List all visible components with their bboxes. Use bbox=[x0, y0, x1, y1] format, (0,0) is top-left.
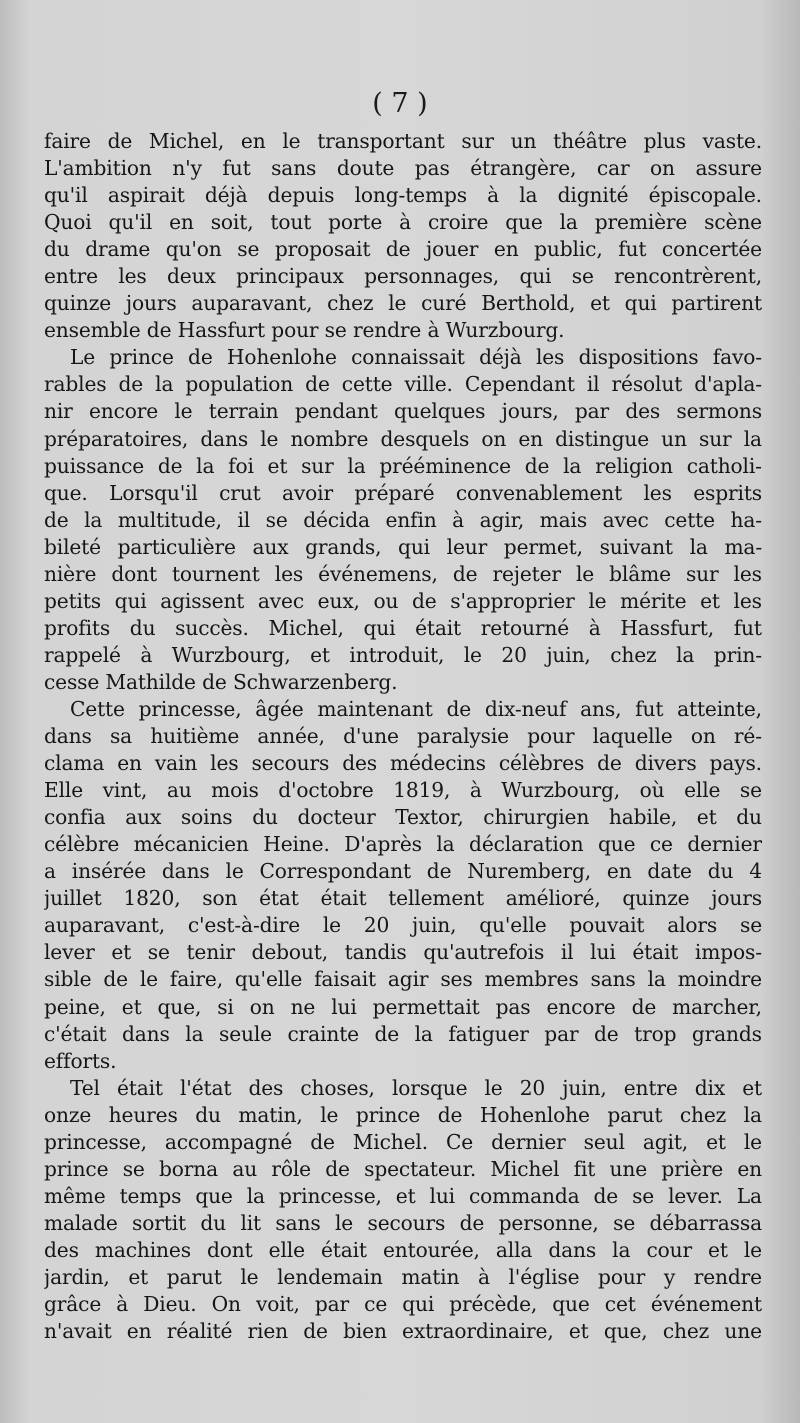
text-line: petits qui agissent avec eux, ou de s'approprier le mérite et les bbox=[44, 588, 762, 613]
text-line: jardin, et parut le lendemain matin à l'église pour y rendre bbox=[44, 1264, 762, 1289]
text-line: a insérée dans le Correspondant de Nuremberg, en date du 4 bbox=[44, 859, 762, 884]
text-line: quinze jours auparavant, chez le curé Berthold, et qui partirent bbox=[44, 291, 762, 316]
text-line: prince se borna au rôle de spectateur. Michel fit une prière en bbox=[44, 1156, 762, 1181]
text-line: Quoi qu'il en soit, tout porte à croire que la première scène bbox=[44, 210, 762, 235]
text-line: qu'il aspirait déjà depuis long-temps à la dignité épiscopale. bbox=[44, 183, 762, 208]
text-line: confia aux soins du docteur Textor, chirurgien habile, et du bbox=[44, 805, 762, 830]
text-line: ensemble de Hassfurt pour se rendre à Wurzbourg. bbox=[44, 318, 565, 343]
text-line: préparatoires, dans le nombre desquels on en distingue un sur la bbox=[44, 426, 762, 451]
text-line: rappelé à Wurzbourg, et introduit, le 20 juin, chez la prin- bbox=[44, 642, 762, 667]
text-line: auparavant, c'est-à-dire le 20 juin, qu'elle pouvait alors se bbox=[44, 913, 762, 938]
text-line: lever et se tenir debout, tandis qu'autrefois il lui était impos- bbox=[44, 940, 762, 965]
text-line: Tel était l'état des choses, lorsque le 20 juin, entre dix et bbox=[70, 1075, 762, 1100]
text-line: n'avait en réalité rien de bien extraordinaire, et que, chez une bbox=[44, 1319, 762, 1344]
body-text bbox=[44, 128, 762, 1345]
text-line: que. Lorsqu'il crut avoir préparé convenablement les esprits bbox=[44, 480, 762, 505]
text-line: juillet 1820, son état était tellement amélioré, quinze jours bbox=[44, 886, 762, 911]
text-line: grâce à Dieu. On voit, par ce qui précède, que cet événement bbox=[44, 1292, 762, 1317]
text-line: princesse, accompagné de Michel. Ce dernier seul agit, et le bbox=[44, 1129, 762, 1154]
text-line: Le prince de Hohenlohe connaissait déjà les dispositions favo- bbox=[70, 345, 762, 370]
text-line: efforts. bbox=[44, 1048, 117, 1073]
text-line: clama en vain les secours des médecins célèbres de divers pays. bbox=[44, 751, 762, 776]
text-line: célèbre mécanicien Heine. D'après la déclaration que ce dernier bbox=[44, 832, 762, 857]
text-line: des machines dont elle était entourée, alla dans la cour et le bbox=[44, 1237, 762, 1262]
text-line: même temps que la princesse, et lui commanda de se lever. La bbox=[44, 1183, 762, 1208]
text-line: nière dont tournent les événemens, de rejeter le blâme sur les bbox=[44, 561, 762, 586]
text-line: cesse Mathilde de Schwarzenberg. bbox=[44, 669, 398, 694]
text-line: onze heures du matin, le prince de Hohenlohe parut chez la bbox=[44, 1102, 762, 1127]
text-line: malade sortit du lit sans le secours de personne, se débarrassa bbox=[44, 1210, 762, 1235]
text-line: L'ambition n'y fut sans doute pas étrangère, car on assure bbox=[44, 156, 762, 181]
text-line: Cette princesse, âgée maintenant de dix-neuf ans, fut atteinte, bbox=[70, 696, 762, 721]
text-line: Elle vint, au mois d'octobre 1819, à Wurzbourg, où elle se bbox=[44, 778, 762, 803]
text-line: entre les deux principaux personnages, qui se rencontrèrent, bbox=[44, 264, 762, 289]
page-number: ( 7 ) bbox=[372, 88, 428, 119]
text-line: de la multitude, il se décida enfin à agir, mais avec cette ha- bbox=[44, 507, 762, 532]
text-line: nir encore le terrain pendant quelques jours, par des sermons bbox=[44, 399, 762, 424]
text-line: puissance de la foi et sur la prééminence de la religion catholi- bbox=[44, 453, 762, 478]
text-line: sible de le faire, qu'elle faisait agir ses membres sans la moindre bbox=[44, 967, 762, 992]
text-line: rables de la population de cette ville. Cependant il résolut d'apla- bbox=[44, 372, 762, 397]
text-line: peine, et que, si on ne lui permettait pas encore de marcher, bbox=[44, 994, 762, 1019]
text-line: profits du succès. Michel, qui était retourné à Hassfurt, fut bbox=[44, 615, 762, 640]
text-line: bileté particulière aux grands, qui leur permet, suivant la ma- bbox=[44, 534, 762, 559]
text-line: faire de Michel, en le transportant sur un théâtre plus vaste. bbox=[44, 129, 762, 153]
text-line: du drame qu'on se proposait de jouer en public, fut concertée bbox=[44, 237, 762, 262]
text-line: c'était dans la seule crainte de la fatiguer par de trop grands bbox=[44, 1021, 762, 1046]
text-line: dans sa huitième année, d'une paralysie pour laquelle on ré- bbox=[44, 724, 762, 749]
